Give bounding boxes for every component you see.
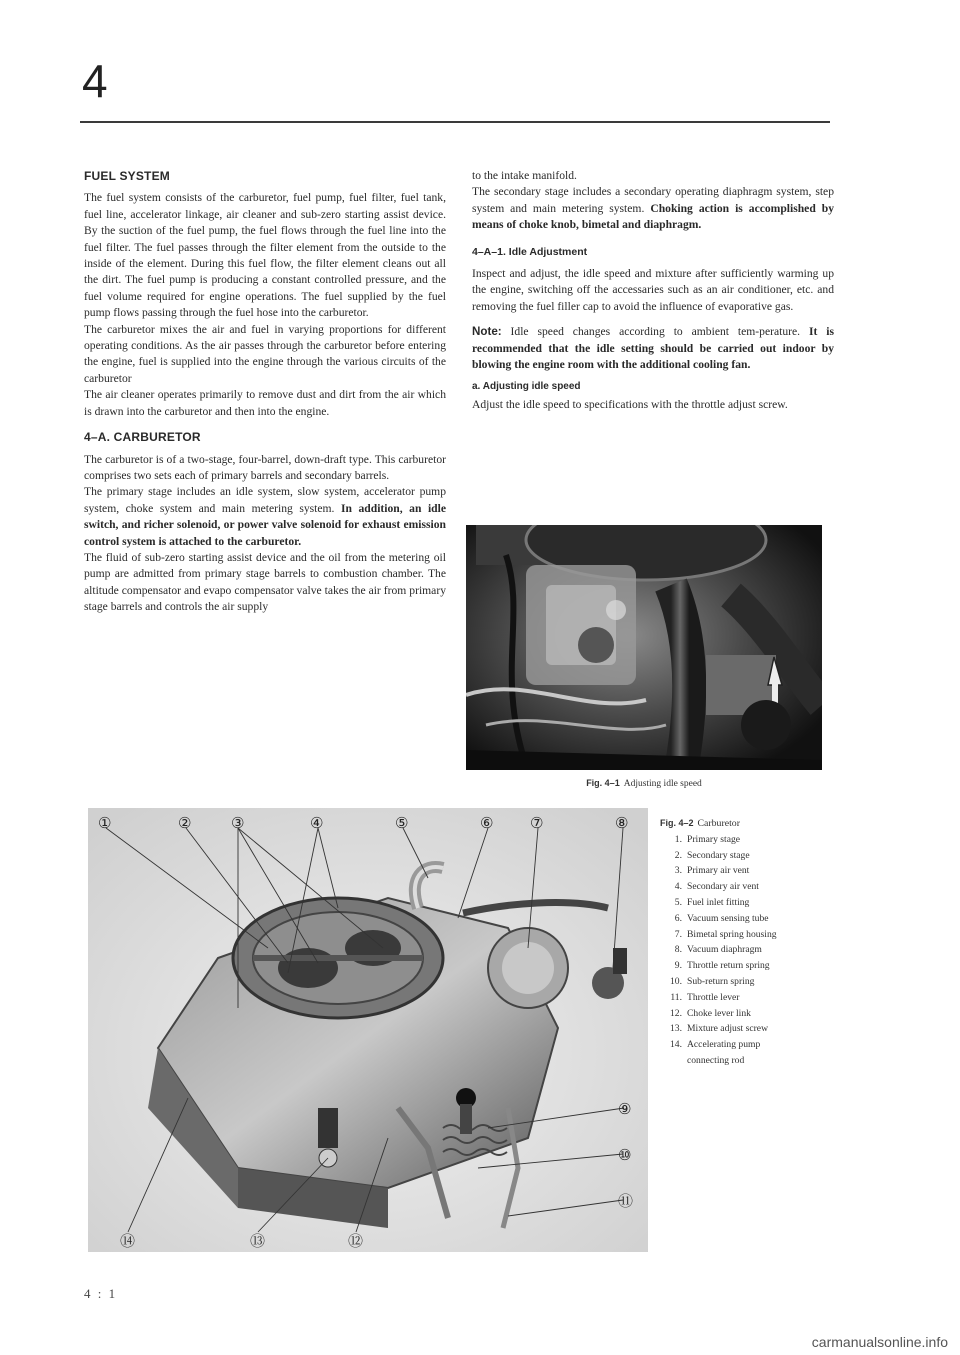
engine-bay-image xyxy=(466,525,822,770)
callout-6: ⑥ xyxy=(480,814,494,832)
legend-item-number: 5. xyxy=(674,896,682,908)
legend-item xyxy=(660,1021,830,1037)
figure-4-2-photo xyxy=(88,808,648,1252)
callout-3: ③ xyxy=(231,814,245,832)
callout-2: ② xyxy=(178,814,192,832)
legend-item xyxy=(660,990,830,1006)
legend-item xyxy=(660,911,830,927)
callout-8: ⑧ xyxy=(615,814,629,832)
legend-item xyxy=(660,879,830,895)
fuel-system-paragraph-1: The fuel system consists of the carburetor, fuel pump, fuel filter, fuel tank, fuel line, accelerator linkage, air cleaner and sub-zero starting assist device. By the suction of the fuel pump, the fuel flows through the fuel line into the fuel filter. The fuel passes through the filter element from the outside to the inside of the element. During this fuel flow, the filter element cleans out all the dirt. The fuel pump is producing a constant controlled pressure, and the fuel volume required for engine operations. The fuel supplied by the fuel pump flows passing through the fuel hose into the carburetor. xyxy=(84,191,446,320)
legend-item-number: 1. xyxy=(674,833,682,845)
note-paragraph xyxy=(472,324,834,373)
watermark: carmanualsonline.info xyxy=(811,1334,948,1350)
legend-item-number: 12. xyxy=(670,1007,682,1019)
primary-stage-text: The primary stage includes an idle system, slow system, accelerator pump system, choke system and main metering system. xyxy=(84,485,446,515)
secondary-stage-text: The secondary stage includes a secondary operating diaphragm system, step system and main metering system. xyxy=(472,185,834,215)
figure-4-2-title xyxy=(660,816,830,832)
choking-text: Choking action is accomplished by means of choke knob, bimetal and diaphragm. xyxy=(472,201,834,232)
legend-item-number: 4. xyxy=(674,881,682,893)
callout-4: ④ xyxy=(310,814,324,832)
continuation-paragraph: to the intake manifold. xyxy=(472,169,577,182)
fuel-system-heading: FUEL SYSTEM xyxy=(84,169,170,183)
legend-item-text: Bimetal spring housing xyxy=(687,928,777,940)
legend-item xyxy=(660,927,830,943)
left-column xyxy=(84,168,446,616)
secondary-stage-paragraph xyxy=(472,184,834,233)
idle-adjustment-paragraph: Inspect and adjust, the idle speed and mixture after sufficiently warming up the engine, switching off the accessaries such as an air conditioner, etc. and removing the fuel filler cap to avoid the influence of evaporative gas. xyxy=(472,267,834,313)
figure-4-2-legend xyxy=(660,816,830,1069)
legend-item-text: Fuel inlet fitting xyxy=(687,896,750,908)
legend-item-number: 13. xyxy=(670,1023,682,1035)
figure-4-2-label: Fig. 4–2 xyxy=(660,818,694,828)
note-label: Note: xyxy=(472,325,502,339)
idle-adjustment-heading: 4–A–1. Idle Adjustment xyxy=(472,245,588,258)
carburetor-paragraph-1: The carburetor is of a two-stage, four-barrel, down-draft type. This carburetor comprises two sets each of primary barrels and secondary barrels. xyxy=(84,452,446,482)
callout-13: ⑬ xyxy=(250,1232,266,1250)
page-number: 4 : 1 xyxy=(84,1286,118,1301)
legend-item-number: 8. xyxy=(674,944,682,956)
legend-item-number: 3. xyxy=(674,865,682,877)
legend-item xyxy=(660,958,830,974)
callout-9: ⑨ xyxy=(618,1100,632,1118)
legend-item xyxy=(660,863,830,879)
figure-4-1-label: Fig. 4–1 xyxy=(586,778,620,788)
legend-list xyxy=(660,832,830,1053)
legend-item-text: Primary stage xyxy=(687,833,741,845)
callout-14: ⑭ xyxy=(120,1232,136,1250)
carburetor-paragraph-3: The fluid of sub-zero starting assist device and the oil from the metering oil pump are admitted from primary stage barrels to combustion chamber. The altitude compensator and evapo compensator valve takes the air from primary stage barrels and controls the air supply xyxy=(84,550,446,614)
legend-item-text: Mixture adjust screw xyxy=(687,1023,768,1035)
legend-item-text: Vacuum diaphragm xyxy=(687,944,762,956)
legend-item-number: 9. xyxy=(674,960,682,972)
note-text-b: It is recommended that the idle setting should be carried out indoor by blowing the engine room with the additional cooling fan. xyxy=(472,325,834,372)
carburetor-paragraph-2 xyxy=(84,484,446,550)
legend-continuation: connecting rod xyxy=(687,1054,745,1066)
legend-item xyxy=(660,974,830,990)
fuel-system-paragraph-2: The carburetor mixes the air and fuel in varying proportions for different operating conditions. As the air passes through the carburetor before entering the engine, fuel is supplied into the engine through the various circuits of the carburetor xyxy=(84,322,446,385)
legend-item xyxy=(660,1037,830,1053)
figure-4-1-photo xyxy=(466,525,822,770)
fuel-system-paragraph-3: The air cleaner operates primarily to remove dust and dirt from the air which is drawn into the carburetor and then into the engine. xyxy=(84,388,446,418)
legend-item xyxy=(660,832,830,848)
header-rule xyxy=(80,121,830,123)
carburetor-heading: 4–A. CARBURETOR xyxy=(84,430,201,445)
legend-item-text: Primary air vent xyxy=(687,865,750,877)
legend-item-text: Accelerating pump xyxy=(687,1039,761,1051)
legend-item-number: 6. xyxy=(674,912,682,924)
note-text-a: Idle speed changes according to ambient tem-perature. xyxy=(510,325,801,339)
callout-12: ⑫ xyxy=(348,1232,364,1250)
legend-item xyxy=(660,1006,830,1022)
legend-item-text: Choke lever link xyxy=(687,1007,751,1019)
legend-item-number: 11. xyxy=(670,991,682,1003)
solenoid-text: In addition, an idle switch, and richer solenoid, or power valve solenoid for exhaust emission control system is attached to the carburetor. xyxy=(84,501,446,548)
callout-10: ⑩ xyxy=(618,1146,632,1164)
legend-item xyxy=(660,942,830,958)
adjusting-idle-paragraph: Adjust the idle speed to specifications with the throttle adjust screw. xyxy=(472,397,788,411)
legend-item-text: Secondary stage xyxy=(687,849,750,861)
legend-item-number: 10. xyxy=(670,975,682,987)
legend-item-text: Throttle lever xyxy=(687,991,740,1003)
carburetor-image xyxy=(88,808,648,1252)
chapter-number: 4 xyxy=(82,55,108,107)
legend-item xyxy=(660,895,830,911)
legend-item-number: 2. xyxy=(674,849,682,861)
callout-1: ① xyxy=(98,814,112,832)
callout-11: ⑪ xyxy=(618,1192,634,1210)
adjusting-idle-heading: a. Adjusting idle speed xyxy=(472,381,581,393)
legend-item-text: Throttle return spring xyxy=(687,960,770,972)
legend-item xyxy=(660,848,830,864)
legend-item-text: Secondary air vent xyxy=(687,881,759,893)
legend-item-number: 7. xyxy=(674,928,682,940)
legend-item-number: 14. xyxy=(670,1039,682,1051)
right-column xyxy=(472,168,834,413)
legend-item-text: Vacuum sensing tube xyxy=(687,912,769,924)
legend-item-text: Sub-return spring xyxy=(687,975,755,987)
callout-7: ⑦ xyxy=(530,814,544,832)
figure-4-1-text: Adjusting idle speed xyxy=(623,779,702,789)
callout-5: ⑤ xyxy=(395,814,409,832)
figure-4-2-title-text: Carburetor xyxy=(697,818,740,829)
figure-4-1-caption xyxy=(466,778,822,789)
